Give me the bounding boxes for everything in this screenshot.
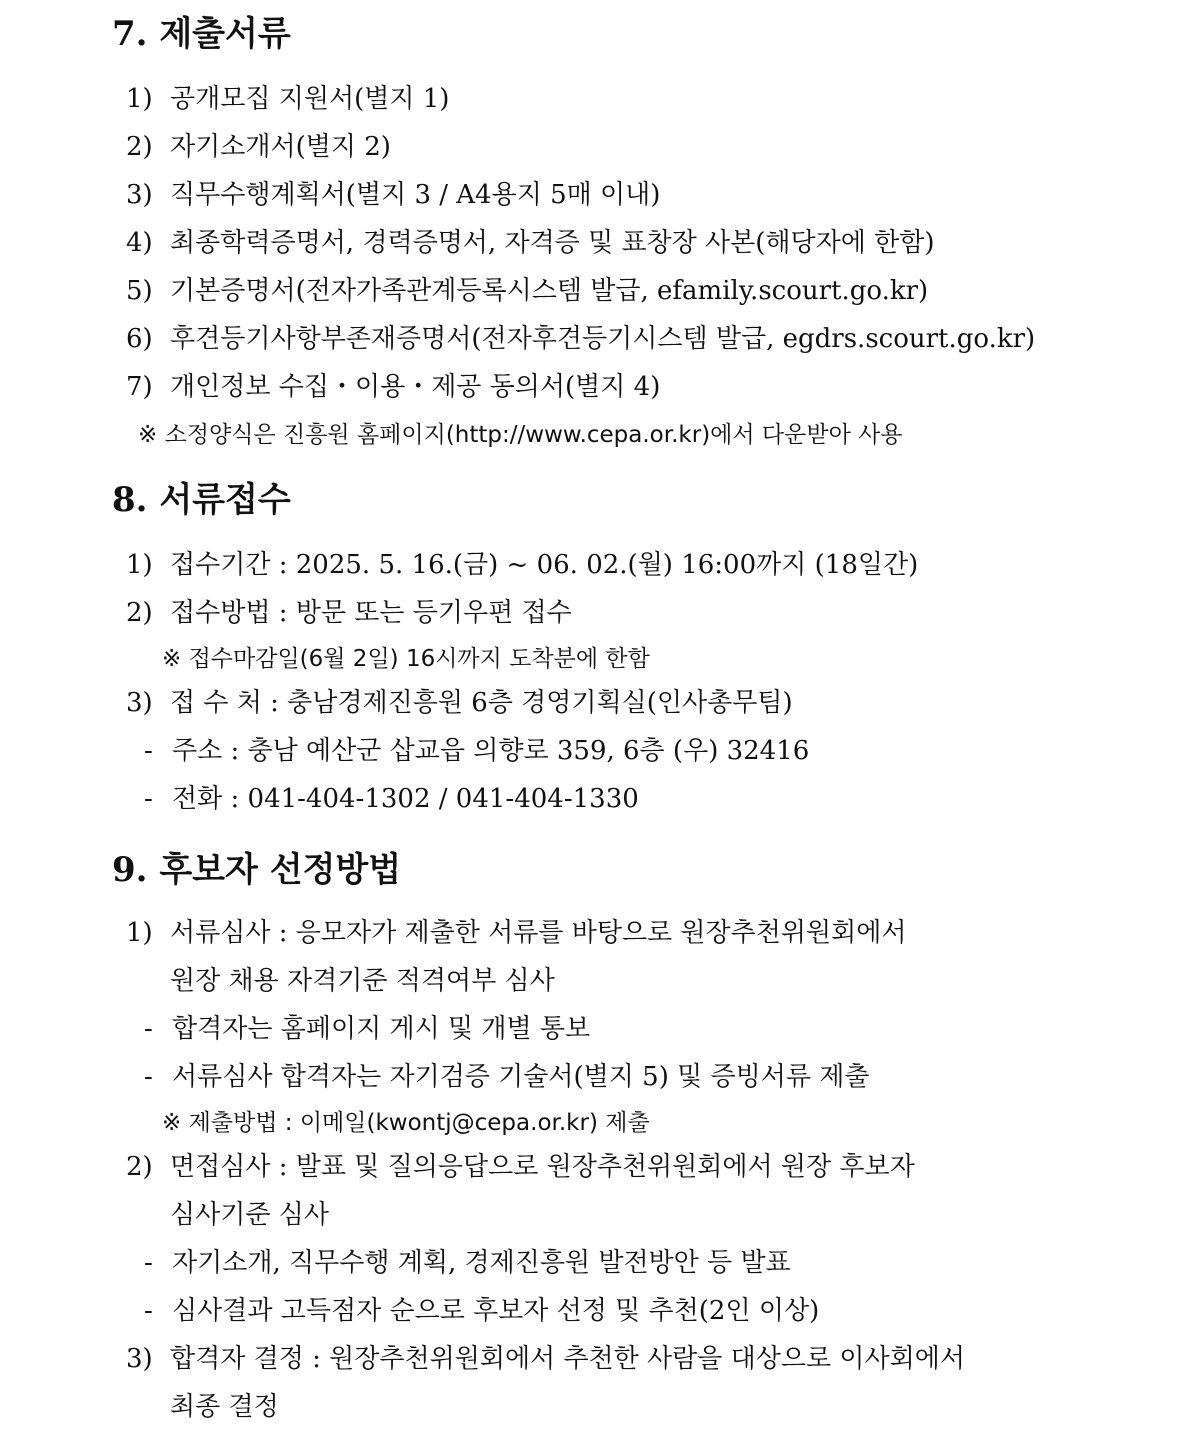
dash-text: 자기소개, 직무수행 계획, 경제진흥원 발전방안 등 발표	[172, 1248, 791, 1278]
item-number: 3)	[126, 1344, 153, 1374]
item-text: 공개모집 지원서(별지 1)	[170, 84, 450, 114]
s7-item-3	[126, 178, 660, 212]
s9-item-2-dash-2	[144, 1294, 819, 1328]
dash-text: 서류심사 합격자는 자기검증 기술서(별지 5) 및 증빙서류 제출	[172, 1062, 870, 1092]
item-text: 합격자 결정 : 원장추천위원회에서 추천한 사람을 대상으로 이사회에서	[170, 1344, 965, 1374]
dash-mark: -	[144, 736, 153, 766]
item-number: 7)	[126, 372, 153, 402]
s9-item-1-dash-1	[144, 1012, 590, 1046]
s8-address	[144, 734, 809, 768]
dash-mark: -	[144, 1062, 153, 1092]
dash-text: 심사결과 고득점자 순으로 후보자 선정 및 추천(2인 이상)	[172, 1296, 820, 1326]
s7-item-1	[126, 82, 449, 116]
s8-phone	[144, 782, 639, 816]
dash-mark: -	[144, 1014, 153, 1044]
item-number: 2)	[126, 132, 153, 162]
item-number: 2)	[126, 598, 153, 628]
s9-item-3-line1	[126, 1342, 965, 1376]
item-number: 4)	[126, 228, 153, 258]
s9-item-1-line1	[126, 916, 906, 950]
dash-mark: -	[144, 1248, 153, 1278]
s8-note: ※ 접수마감일(6월 2일) 16시까지 도착분에 한함	[162, 646, 650, 672]
s9-item-2-dash-1	[144, 1246, 791, 1280]
s7-item-4	[126, 226, 935, 260]
s8-item-1	[126, 548, 918, 582]
section-8-title: 8. 서류접수	[112, 480, 291, 520]
s9-item-3-line2: 최종 결정	[170, 1392, 279, 1422]
item-number: 5)	[126, 276, 153, 306]
item-text: 후견등기사항부존재증명서(전자후견등기시스템 발급, egdrs.scourt.go.kr)	[170, 324, 1036, 354]
item-text: 최종학력증명서, 경력증명서, 자격증 및 표창장 사본(해당자에 한함)	[170, 228, 935, 258]
item-text: 접수방법 : 방문 또는 등기우편 접수	[170, 598, 572, 628]
s8-item-3	[126, 686, 793, 720]
s7-item-2	[126, 130, 391, 164]
item-number: 3)	[126, 688, 153, 718]
s9-item-2-line1	[126, 1150, 915, 1184]
s8-item-2	[126, 596, 572, 630]
item-number: 1)	[126, 550, 153, 580]
item-number: 2)	[126, 1152, 153, 1182]
item-text: 접 수 처 : 충남경제진흥원 6층 경영기획실(인사총무팀)	[170, 688, 793, 718]
s7-item-6	[126, 322, 1035, 356]
item-text: 개인정보 수집・이용・제공 동의서(별지 4)	[170, 372, 661, 402]
address-text: 주소 : 충남 예산군 삽교읍 의향로 359, 6층 (우) 32416	[172, 736, 810, 766]
s9-item-1-note: ※ 제출방법 : 이메일(kwontj@cepa.or.kr) 제출	[162, 1110, 650, 1136]
s9-item-2-line2: 심사기준 심사	[170, 1200, 329, 1230]
item-text: 자기소개서(별지 2)	[170, 132, 391, 162]
item-text: 면접심사 : 발표 및 질의응답으로 원장추천위원회에서 원장 후보자	[170, 1152, 915, 1182]
section-9-title: 9. 후보자 선정방법	[112, 850, 402, 890]
item-number: 3)	[126, 180, 153, 210]
item-number: 1)	[126, 84, 153, 114]
item-number: 1)	[126, 918, 153, 948]
dash-text: 합격자는 홈페이지 게시 및 개별 통보	[172, 1014, 591, 1044]
item-number: 6)	[126, 324, 153, 354]
item-text: 접수기간 : 2025. 5. 16.(금) ~ 06. 02.(월) 16:00까지 (18일간)	[170, 550, 919, 580]
item-text: 직무수행계획서(별지 3 / A4용지 5매 이내)	[170, 180, 661, 210]
phone-text: 전화 : 041-404-1302 / 041-404-1330	[172, 784, 639, 814]
s7-note: ※ 소정양식은 진흥원 홈페이지(http://www.cepa.or.kr)에서 다운받아 사용	[138, 422, 903, 448]
s7-item-7	[126, 370, 660, 404]
item-text: 기본증명서(전자가족관계등록시스템 발급, efamily.scourt.go.kr)	[170, 276, 929, 306]
s7-item-5	[126, 274, 928, 308]
s9-item-1-dash-2	[144, 1060, 869, 1094]
dash-mark: -	[144, 784, 153, 814]
section-7-title: 7. 제출서류	[112, 14, 291, 54]
s9-item-1-line2: 원장 채용 자격기준 적격여부 심사	[170, 966, 555, 996]
item-text: 서류심사 : 응모자가 제출한 서류를 바탕으로 원장추천위원회에서	[170, 918, 907, 948]
dash-mark: -	[144, 1296, 153, 1326]
